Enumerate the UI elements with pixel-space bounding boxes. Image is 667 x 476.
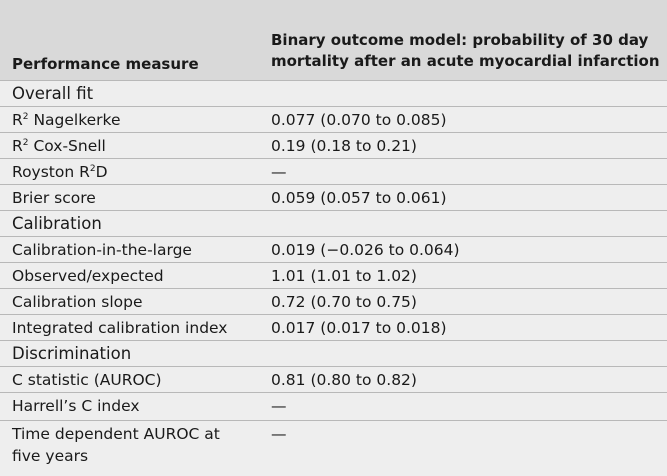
- row-value: —: [271, 425, 287, 443]
- section-label: Discrimination: [12, 344, 132, 363]
- row-label: Time dependent AUROC at five years: [12, 425, 220, 465]
- row-value: 0.017 (0.017 to 0.018): [271, 319, 447, 337]
- row-label: $R^2$ Nagelkerke: [12, 111, 121, 129]
- section-label: Calibration: [12, 214, 102, 233]
- table-row: [0, 288, 667, 315]
- table-header: [0, 0, 667, 80]
- row-label: Observed/expected: [12, 267, 164, 285]
- row-label: $R^2$ Cox-Snell: [12, 137, 106, 155]
- table-row: [0, 184, 667, 211]
- row-value: 0.019 (−0.026 to 0.064): [271, 241, 460, 259]
- table-row: [0, 132, 667, 159]
- table-row: [0, 158, 667, 185]
- row-label: Calibration slope: [12, 293, 143, 311]
- row-value: 0.81 (0.80 to 0.82): [271, 371, 417, 389]
- header-model-line1: Binary outcome model: probability of 30 day: [271, 31, 649, 49]
- row-label: Brier score: [12, 189, 96, 207]
- row-label: C statistic (AUROC): [12, 371, 162, 389]
- row-value: 0.059 (0.057 to 0.061): [271, 189, 447, 207]
- table-row: [0, 314, 667, 341]
- table-row: [0, 236, 667, 263]
- row-label: Calibration-in-the-large: [12, 241, 192, 259]
- header-model-line2: mortality after an acute myocardial infarction: [271, 52, 660, 70]
- section-discrimination: [0, 340, 667, 367]
- table-row: [0, 392, 667, 421]
- table-row: [0, 262, 667, 289]
- section-calibration: [0, 210, 667, 237]
- row-label: Harrell’s C index: [12, 397, 140, 415]
- row-value: —: [271, 163, 287, 181]
- row-value: 1.01 (1.01 to 1.02): [271, 267, 417, 285]
- row-value: 0.72 (0.70 to 0.75): [271, 293, 417, 311]
- table-row: [0, 420, 667, 476]
- section-overall-fit: [0, 80, 667, 107]
- row-label: Integrated calibration index: [12, 319, 228, 337]
- row-value: 0.077 (0.070 to 0.085): [271, 111, 447, 129]
- header-model: [271, 30, 663, 72]
- row-label: Royston $R^2D$: [12, 163, 108, 181]
- header-measure: Performance measure: [12, 55, 199, 73]
- table-row: [0, 106, 667, 133]
- row-value: 0.19 (0.18 to 0.21): [271, 137, 417, 155]
- row-value: —: [271, 397, 287, 415]
- section-label: Overall fit: [12, 84, 94, 103]
- table-row: [0, 366, 667, 393]
